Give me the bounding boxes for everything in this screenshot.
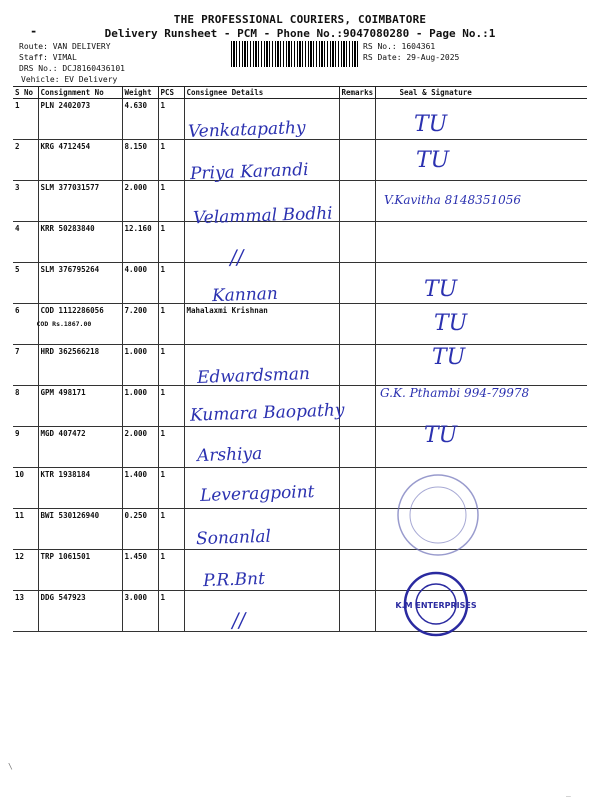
table-row: [13, 427, 587, 468]
row-remarks: [339, 99, 375, 140]
row-pcs: [158, 591, 184, 632]
row-weight: [122, 550, 158, 591]
table-row: [13, 591, 587, 632]
staff-label: Staff: VIMAL: [19, 53, 77, 62]
row-sno-text: 2: [15, 142, 20, 151]
row-pcs-text: 1: [160, 511, 166, 520]
row-sno-text: 8: [15, 388, 20, 397]
signature-mark: TU: [434, 311, 468, 336]
row-sno-text: 12: [15, 552, 25, 561]
row-sno-text: 11: [15, 511, 25, 520]
row-pcs: [158, 427, 184, 468]
row-seal: [375, 304, 587, 345]
meta-right: [363, 41, 459, 63]
row-sno: [13, 468, 38, 509]
row-sno-text: 3: [15, 183, 20, 192]
row-sno-text: 1: [15, 101, 20, 110]
row-consignment: [38, 427, 122, 468]
handwritten-name: Kumara Baopathy: [189, 400, 345, 426]
row-pcs-text: 1: [160, 101, 166, 110]
row-remarks: [339, 345, 375, 386]
company-title: THE PROFESSIONAL COURIERS, COIMBATORE: [173, 13, 427, 26]
row-sno: [13, 263, 38, 304]
row-pcs-text: 1: [160, 470, 166, 479]
row-seal: [375, 99, 587, 140]
row-seal: [375, 263, 587, 304]
row-weight: [122, 140, 158, 181]
row-sno: [13, 550, 38, 591]
row-pcs-text: 1: [160, 593, 166, 602]
row-weight-text: 1.000: [124, 388, 148, 397]
row-consignment-text: BWI 530126940: [40, 511, 100, 520]
row-consignment-text: KRR 50283840: [40, 224, 95, 233]
signature-mark: TU: [424, 277, 458, 302]
row-pcs: [158, 140, 184, 181]
row-consignment: [38, 140, 122, 181]
row-consignment-text: KRG 4712454: [40, 142, 91, 151]
row-pcs-text: 1: [160, 388, 166, 397]
row-pcs: [158, 263, 184, 304]
row-pcs-text: 1: [160, 429, 166, 438]
row-consignee: [184, 304, 339, 345]
table-header-row: [13, 87, 587, 99]
dash-mark: -: [30, 24, 38, 38]
route-label: Route: VAN DELIVERY: [19, 42, 111, 51]
handwritten-name: //: [231, 607, 246, 633]
signature-mark: G.K. Pthambi 994-79978: [380, 386, 530, 400]
row-seal: [375, 140, 587, 181]
row-remarks: [339, 304, 375, 345]
col-weight: Weight: [122, 87, 158, 99]
row-remarks: [339, 386, 375, 427]
row-consignment: [38, 263, 122, 304]
row-consignment: [38, 509, 122, 550]
row-weight-text: 1.000: [124, 347, 148, 356]
row-seal: [375, 423, 587, 468]
row-weight: [122, 304, 158, 345]
row-sno-text: 4: [15, 224, 20, 233]
row-weight-text: 8.150: [124, 142, 148, 151]
signature-mark: TU: [432, 345, 466, 370]
edge-mark: \: [8, 762, 13, 771]
row-weight: [122, 386, 158, 427]
handwritten-name: Arshiya: [196, 443, 263, 467]
handwritten-name: Priya Karandi: [189, 159, 309, 185]
handwritten-name: Velammal Bodhi: [192, 203, 333, 229]
row-sno: [13, 427, 38, 468]
row-weight: [122, 468, 158, 509]
signature-mark: TU: [416, 148, 450, 173]
handwritten-name: P.R.Bnt: [202, 568, 266, 592]
row-weight-text: 2.000: [124, 183, 148, 192]
row-weight: [122, 99, 158, 140]
row-consignment: [38, 591, 122, 632]
row-weight-text: 2.000: [124, 429, 148, 438]
row-remarks: [339, 181, 375, 222]
col-sno: S No: [13, 87, 38, 99]
row-consignee-text: Mahalaxmi Krishnan: [186, 306, 268, 315]
row-weight-text: 4.630: [124, 101, 148, 110]
row-remarks: [339, 591, 375, 632]
row-sno: [13, 509, 38, 550]
col-seal: Seal & Signature: [375, 87, 587, 99]
row-sno: [13, 304, 38, 345]
cod-amount: COD Rs.1867.00: [36, 320, 92, 328]
row-pcs-text: 1: [160, 142, 166, 151]
row-remarks: [339, 140, 375, 181]
row-consignment-text: TRP 1061501: [40, 552, 91, 561]
row-sno-text: 13: [15, 593, 25, 602]
row-pcs-text: 1: [160, 306, 166, 315]
row-sno-text: 9: [15, 429, 20, 438]
row-consignment-text: HRD 362566218: [40, 347, 100, 356]
row-pcs: [158, 222, 184, 263]
handwritten-name: Sonanlal: [195, 526, 272, 550]
table-row: [13, 550, 587, 591]
table-row: [13, 222, 587, 263]
row-remarks: [339, 550, 375, 591]
row-consignment: [38, 345, 122, 386]
row-weight: [122, 509, 158, 550]
col-consignee: Consignee Details: [184, 87, 339, 99]
handwritten-name: //: [229, 244, 244, 270]
row-weight-text: 1.400: [124, 470, 148, 479]
row-consignment: [38, 222, 122, 263]
table-row: [13, 263, 587, 304]
row-remarks: [339, 468, 375, 509]
row-pcs: [158, 345, 184, 386]
row-weight-text: 3.000: [124, 593, 148, 602]
row-sno-text: 5: [15, 265, 20, 274]
row-consignment: [38, 304, 122, 345]
row-pcs: [158, 509, 184, 550]
row-weight: [122, 181, 158, 222]
col-remarks: Remarks: [339, 87, 375, 99]
row-sno: [13, 99, 38, 140]
row-sno: [13, 591, 38, 632]
row-remarks: [339, 509, 375, 550]
handwritten-name: Leveragpoint: [199, 482, 315, 506]
row-consignment: [38, 181, 122, 222]
signature-mark: TU: [424, 423, 458, 448]
row-pcs: [158, 386, 184, 427]
row-pcs-text: 1: [160, 552, 166, 561]
row-sno: [13, 140, 38, 181]
meta-left: [19, 41, 125, 85]
row-weight: [122, 427, 158, 468]
row-weight-text: 4.000: [124, 265, 148, 274]
row-pcs-text: 1: [160, 183, 166, 192]
row-consignment-text: KTR 1938184: [40, 470, 91, 479]
row-consignment-text: DDG 547923: [40, 593, 86, 602]
vehicle-label: Vehicle: EV Delivery: [21, 75, 118, 84]
row-pcs-text: 1: [160, 224, 166, 233]
handwritten-name: Kannan: [211, 283, 279, 307]
row-pcs: [158, 550, 184, 591]
row-consignment: [38, 99, 122, 140]
row-weight: [122, 263, 158, 304]
drs-label: DRS No.: DCJ8160436101: [19, 64, 125, 73]
row-seal: [375, 222, 587, 263]
row-pcs-text: 1: [160, 347, 166, 356]
row-weight-text: 7.200: [124, 306, 148, 315]
row-consignment-text: SLM 376795264: [40, 265, 100, 274]
edge-mark: _: [566, 788, 571, 797]
row-pcs: [158, 99, 184, 140]
handwritten-name: Edwardsman: [196, 364, 311, 388]
signature-mark: V.Kavitha 8148351056: [384, 193, 521, 207]
rs-no-label: RS No.: 1604361: [363, 42, 436, 51]
row-weight: [122, 345, 158, 386]
enterprise-stamp: [395, 569, 477, 639]
row-seal: [375, 345, 587, 386]
row-remarks: [339, 222, 375, 263]
row-pcs-text: 1: [160, 265, 166, 274]
barcode: [231, 41, 358, 67]
row-pcs: [158, 468, 184, 509]
row-consignment: [38, 550, 122, 591]
row-sno: [13, 222, 38, 263]
signature-mark: TU: [414, 112, 448, 137]
row-remarks: [339, 263, 375, 304]
row-consignment-text: SLM 377031577: [40, 183, 100, 192]
row-weight-text: 1.450: [124, 552, 148, 561]
row-consignment: [38, 468, 122, 509]
row-sno: [13, 345, 38, 386]
partial-stamp: [386, 465, 468, 565]
row-consignee: [184, 591, 339, 632]
row-weight: [122, 222, 158, 263]
row-remarks: [339, 427, 375, 468]
row-consignment-text: GPM 498171: [40, 388, 86, 397]
row-consignment-text: MGD 407472: [40, 429, 86, 438]
row-pcs: [158, 304, 184, 345]
row-sno: [13, 386, 38, 427]
handwritten-name: Venkatapathy: [187, 117, 306, 143]
row-weight: [122, 591, 158, 632]
row-pcs: [158, 181, 184, 222]
row-sno: [13, 181, 38, 222]
row-weight-text: 12.160: [124, 224, 152, 233]
rs-date-label: RS Date: 29-Aug-2025: [363, 53, 460, 62]
row-consignment-text: PLN 2402073: [40, 101, 91, 110]
row-sno-text: 7: [15, 347, 20, 356]
table-row: [13, 509, 587, 550]
row-sno-text: 6: [15, 306, 20, 315]
runsheet-subtitle: Delivery Runsheet - PCM - Phone No.:9047080280 - Page No.:1: [104, 27, 496, 40]
row-sno-text: 10: [15, 470, 25, 479]
col-consignment: Consignment No: [38, 87, 122, 99]
col-pcs: PCS: [158, 87, 184, 99]
stamp-center-text: K.M ENTERPRISES: [395, 601, 477, 610]
row-consignment: [38, 386, 122, 427]
row-weight-text: 0.250: [124, 511, 148, 520]
row-consignment-text: COD 1112286056: [40, 306, 104, 315]
table-row: [13, 304, 587, 345]
